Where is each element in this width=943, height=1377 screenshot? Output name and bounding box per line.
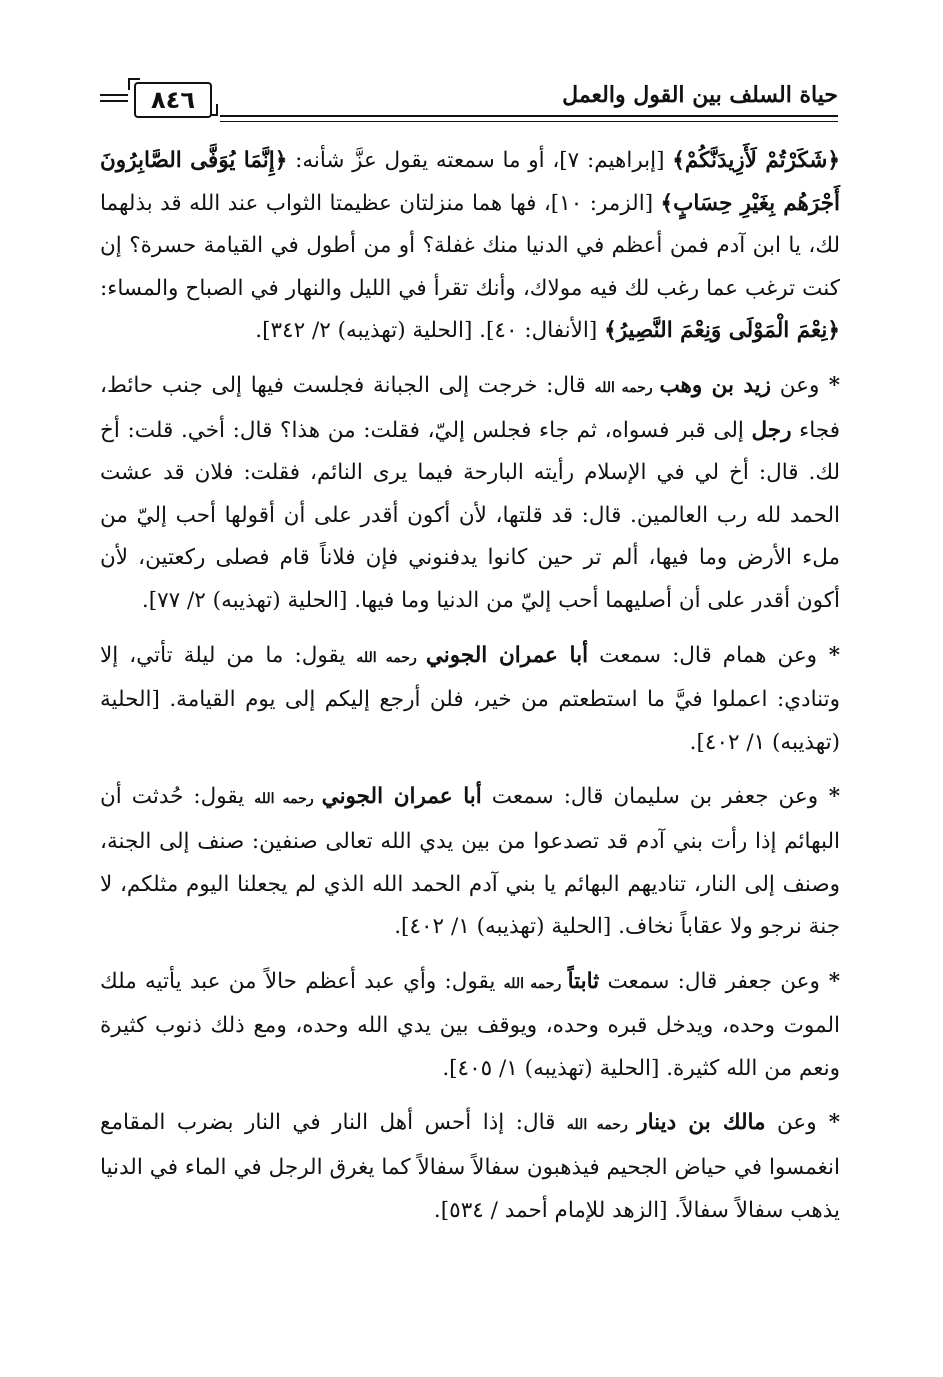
header-rule-thin: [220, 121, 838, 122]
running-title: حياة السلف بين القول والعمل: [562, 82, 838, 108]
header-dash: [100, 94, 128, 96]
text-run: وعن: [765, 1110, 817, 1136]
text-run: [الأنفال: ٤٠]. [الحلية (تهذيبه) ٢/ ٣٤٢].: [255, 318, 605, 344]
bullet-star: *: [819, 372, 841, 398]
text-run: يقول: ما من ليلة تأتي، إلا وتنادي: اعملوا فيَّ ما استطعتم من خير، فلن أرجع إليكم إلى يوم القيامة. [الحلية (تهذيبه) ١/ ٤٠٢].: [100, 642, 840, 755]
header-dash: [100, 100, 128, 102]
text-run: وعن جعفر قال: سمعت: [599, 968, 820, 994]
honorific: رحمه الله: [356, 649, 426, 666]
honorific: رحمه الله: [566, 1117, 638, 1134]
text-run: يقول: حُدثت أن البهائم إذا رأت بني آدم قد تصدعوا من بين يدي الله تعالى صنفين: صنف إلى الجنة، وصنف إلى النار، تناديهم البهائم يا بني آدم الحمد الله الذي لم يجعلنا اليوم مثلكم، لا جنة نرجو ولا عقاباً نخاف. [الحلية (تهذيبه) ١/ ٤٠٢].: [100, 784, 840, 940]
text-run: [الزمر: ١٠]، فها هما منزلتان عظيمتا الثواب عند الله قد بذلهما لك، يا ابن آدم فمن أعظم في الدنيا منك غفلة؟ أو من أطول في القيامة حسرة؟ إن كنت ترغب عما رغب لك فيه مولاك، وأنك تقرأ في الليل والنهار في الصباح والمساء:: [100, 190, 840, 301]
honorific: رحمه الله: [594, 379, 660, 396]
page-number: ٨٤٦: [151, 86, 195, 114]
narrator-name: أبا عمران الجوني: [425, 642, 589, 668]
text-run: يقول: وأي عبد أعظم حالاً من عبد يأتيه ملك الموت وحده، ويدخل قبره وحده، ويوقف بين يدي الله وحده، ومع ذلك ذنوب كثيرة ونعم من الله كثيرة. [الحلية (تهذيبه) ١/ ٤٠٥].: [100, 968, 840, 1081]
text-run: وعن: [771, 372, 820, 398]
paragraph: [100, 365, 840, 623]
honorific: رحمه الله: [254, 791, 322, 808]
text-run: قال: خرجت إلى الجبانة فجلست فيها إلى جنب حائط، فجاء: [100, 372, 840, 443]
narrator-name: أبا عمران الجوني: [321, 784, 482, 810]
paragraph: [100, 140, 840, 353]
header-rule-thick: [220, 115, 838, 117]
text-run: قال: إذا أحس أهل النار في النار بضرب المقامع انغمسوا في حياض الجحيم فيذهبون سفالاً سفالاً كما يغرق الرجل في الماء في الدنيا يذهب سفالاً سفالاً. [الزهد للإمام أحمد / ٥٣٤].: [100, 1110, 840, 1223]
paragraph: [100, 776, 840, 948]
narrator-name: ثابتاً: [567, 968, 600, 994]
paragraph: [100, 1102, 840, 1232]
bullet-star: *: [816, 1110, 841, 1136]
text-run: وعن جعفر بن سليمان قال: سمعت: [481, 784, 819, 810]
text-run: إلى قبر فسواه، ثم جاء فجلس إليّ، فقلت: من هذا؟ قال: أخي. قلت: أخ لك. قال: أخ لي في الإسلام رأيته البارحة فيما يرى النائم، فقلت: فلان قد عشت الحمد لله رب العالمين. قال: قد قلتها، لأن أكون أقدر على أن أقولها أحب إليّ من ملء الأرض وما فيها، ألم تر حين كانوا يدفنوني فإن فلاناً قام فصلى ركعتين، لأن أكون أقدر على أن أصليهما أحب إليّ من الدنيا وما فيها. [الحلية (تهذيبه) ٢/ ٧٧].: [100, 417, 840, 613]
quran-verse: ﴿شَكَرْتُمْ لَأَزِيدَنَّكُمْ﴾: [672, 148, 840, 173]
narrator-name: مالك بن دينار: [637, 1110, 766, 1136]
honorific: رحمه الله: [503, 975, 568, 992]
page-body: [100, 140, 840, 1244]
bullet-star: *: [818, 784, 840, 810]
text-run: وعن همام قال: سمعت: [588, 642, 818, 668]
narrator-name: زيد بن وهب: [659, 372, 772, 398]
bullet-star: *: [819, 968, 841, 994]
page-number-frame: [128, 78, 220, 118]
text-run: [إبراهيم: ٧]، أو ما سمعته يقول عزَّ شأنه:: [287, 148, 673, 173]
quran-verse: ﴿إِنَّمَا يُوَفَّى الصَّابِرُونَ أَجْرَهُم بِغَيْرِ حِسَابٍ﴾: [100, 148, 840, 216]
narrator-name: رجل: [751, 417, 792, 443]
quran-verse: ﴿نِعْمَ الْمَوْلَى وَنِعْمَ النَّصِيرُ﴾: [604, 318, 840, 344]
paragraph: [100, 961, 840, 1091]
page-header: [100, 78, 838, 128]
page-number-box: [134, 82, 212, 118]
bullet-star: *: [817, 642, 841, 668]
paragraph: [100, 635, 840, 765]
